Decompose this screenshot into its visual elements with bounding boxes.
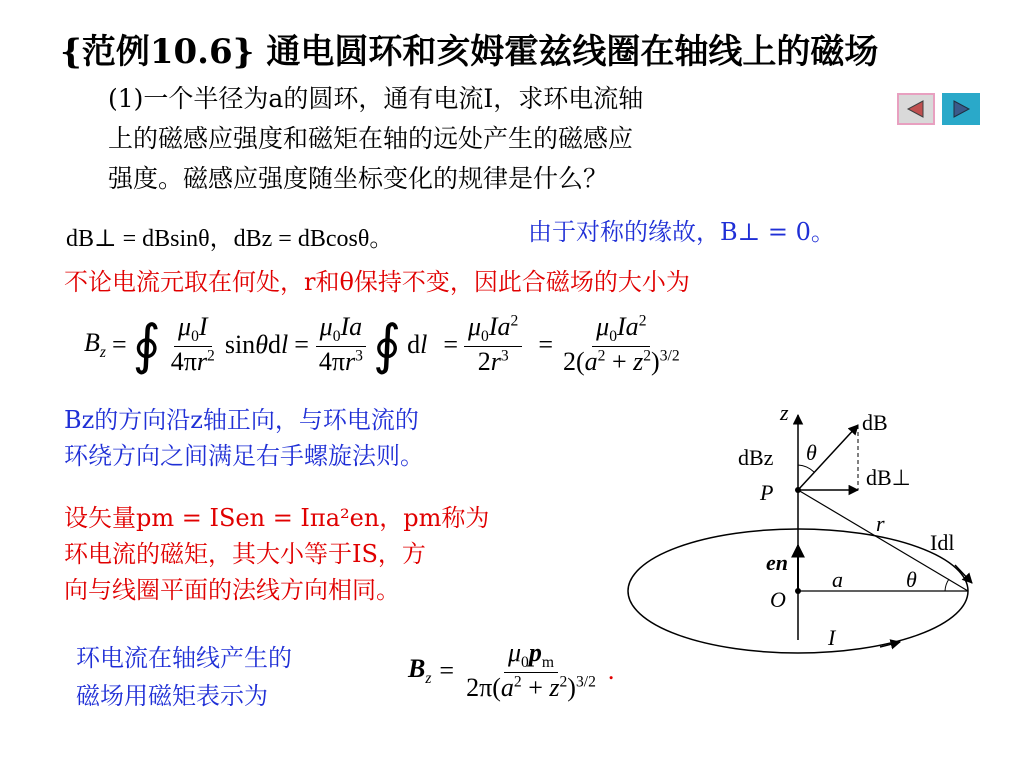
moment-line-3: 向与线圈平面的法线方向相同。 — [64, 576, 400, 604]
question-line-1: (1)一个半径为a的圆环，通有电流I，求环电流轴 — [108, 84, 644, 113]
direction-line-1: Bz的方向沿z轴正向，与环电流的 — [64, 406, 419, 434]
direction-line-2: 环绕方向之间满足右手螺旋法则。 — [64, 442, 424, 470]
conclusion-line-1: 环电流在轴线产生的 — [76, 644, 292, 672]
moment-line-2: 环电流的磁矩，其大小等于IS，方 — [64, 540, 426, 568]
label-r: r — [876, 511, 885, 536]
statement-text: 不论电流元取在何处，r和θ保持不变，因此合磁场的大小为 — [64, 268, 690, 296]
label-Idl: Idl — [930, 530, 955, 555]
point-P — [795, 487, 801, 493]
prev-slide-button[interactable] — [897, 93, 935, 125]
symmetry-note: 由于对称的缘故，B⊥ = 0。 — [528, 218, 835, 246]
label-O: O — [770, 587, 786, 612]
triangle-right-icon — [950, 98, 972, 120]
label-dBperp: dB⊥ — [866, 465, 911, 490]
label-I: I — [828, 625, 836, 650]
label-dB: dB — [862, 410, 888, 435]
label-dBz: dBz — [738, 445, 774, 470]
conclusion-line-2: 磁场用磁矩表示为 — [76, 682, 268, 710]
moment-formula: $B_z$ = $\frac{\mu_0p_m}{2\pi(a^2 + z^2)^{3/2}}$ . — [408, 638, 615, 703]
triangle-left-icon — [905, 98, 927, 120]
label-z: z — [780, 400, 789, 425]
point-O — [795, 588, 801, 594]
moment-line-1: 设矢量pm = ISen = Iπa²en，pm称为 — [64, 504, 490, 532]
label-en: en — [766, 550, 788, 575]
Idl-vector — [955, 565, 972, 583]
integral-formula: $B_z$ = ∮ $\frac{\mu_0I}{4\pi r^2}$ sinθdl = $\frac{\mu_0Ia}{4\pi r^3}$ ∮ dl = $\frac{\mu_0Ia^2}{2r^3}$ = $\frac{\mu_0Ia^2}{2(a^2 + z^2)^{3/2}}$ — [84, 312, 680, 377]
label-theta-bottom: θ — [906, 567, 917, 592]
ring-diagram — [600, 395, 1020, 695]
component-equation: dB⊥ = dBsinθ，dBz = dBcosθ。 — [66, 226, 394, 252]
label-P: P — [760, 480, 774, 505]
label-a: a — [832, 567, 843, 592]
question-line-2: 上的磁感应强度和磁矩在轴的远处产生的磁感应 — [108, 124, 634, 153]
page-title: {范例10.6} 通电圆环和亥姆霍兹线圈在轴线上的磁场 — [60, 32, 879, 72]
next-slide-button[interactable] — [942, 93, 980, 125]
label-theta-top: θ — [806, 440, 817, 465]
question-line-3: 强度。磁感应强度随坐标变化的规律是什么？ — [108, 164, 609, 193]
